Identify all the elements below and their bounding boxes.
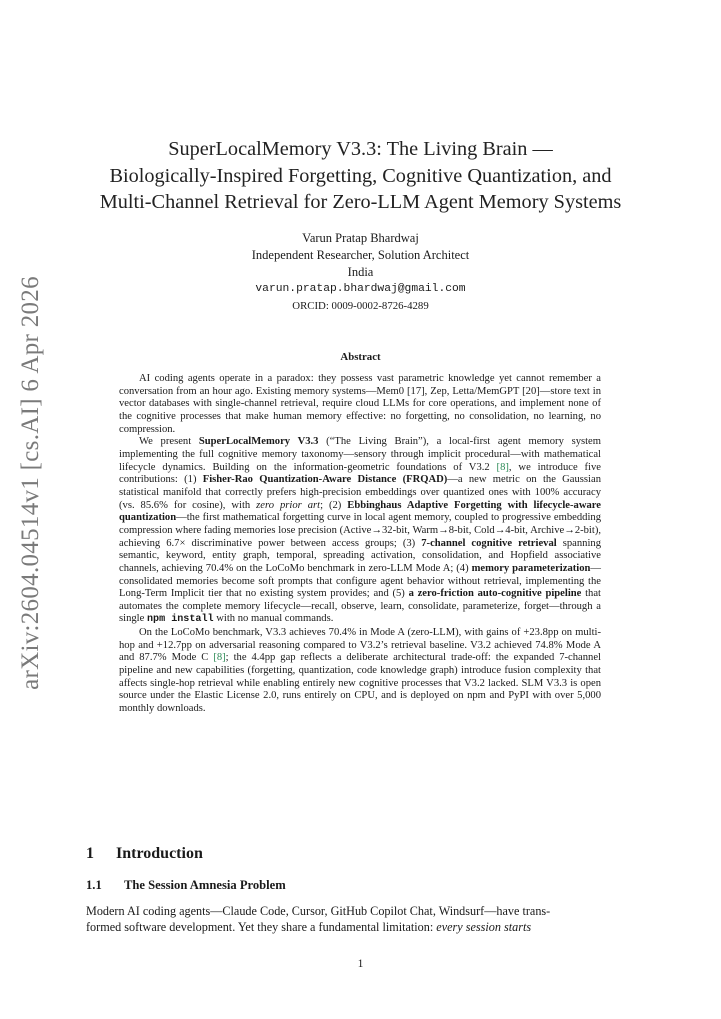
contribution-1: Fisher-Rao Quantization-Aware Distance (FRQAD) xyxy=(202,474,448,486)
subsection-number: 1.1 xyxy=(86,878,102,892)
author-email: varun.pratap.bhardwaj@gmail.com xyxy=(255,283,466,295)
intro-line-2: formed software development. Yet they share a fundamental limitation: every session starts xyxy=(86,919,532,934)
contribution-2: Ebbinghaus Adaptive Forgetting with lifecycle-aware quantization xyxy=(119,499,601,524)
contribution-3: 7-channel cognitive retrieval xyxy=(421,537,557,549)
title-line-1: SuperLocalMemory V3.3: The Living Brain — xyxy=(168,138,553,160)
arxiv-identifier xyxy=(14,275,48,690)
author-affiliation: Independent Researcher, Solution Architect xyxy=(251,248,470,262)
subsection-heading xyxy=(86,878,286,893)
citation-link[interactable]: [8] xyxy=(496,461,509,473)
citation-link[interactable]: [8] xyxy=(213,652,226,664)
abstract-paragraph-2: We present SuperLocalMemory V3.3 (“The Living Brain”), a local-first agent memory system implementing the full cognitive memory taxonomy—sensory through implicit procedural—with mathematical lifecycle dynamics. Building on the information-geometric foundations of V3.2 [8], we introduce five contributions: (1) Fisher-Rao Quantization-Aware Distance (FRQAD)—a new metric on the Gaussian statistical manifold that correctly prefers high-precision embeddings over quantized ones with 100% accuracy (vs. 85.6% for cosine), with zero prior art; (2) Ebbinghaus Adaptive Forgetting with lifecycle-aware quantization—the first mathematical forgetting curve in local agent memory, coupled to progressive embedding compression where fading memories lose precision (Active→32-bit, Warm→8-bit, Cold→4-bit, Archive→2-bit), achieving 6.7× discriminative power between access groups; (3) 7-channel cognitive retrieval spanning semantic, keyword, entity graph, temporal, spreading activation, consolidation, and Hopfield associative channels, achieving 70.4% on the LoCoMo benchmark in zero-LLM Mode A; (4) memory parameterization—consolidated memories become soft prompts that configure agent behavior without retrieval, implementing the Long-Term Implicit tier that no existing system provides; and (5) a zero-friction auto-cognitive pipeline that automates the complete memory lifecycle—recall, observe, learn, consolidate, parameterize, forget—through a single npm install with no manual commands. xyxy=(119,436,602,626)
title-line-3: Multi-Channel Retrieval for Zero-LLM Agent Memory Systems xyxy=(99,191,622,213)
contribution-5: a zero-friction auto-cognitive pipeline xyxy=(408,588,582,600)
paper-title xyxy=(70,136,651,216)
section-title: Introduction xyxy=(116,845,203,862)
section-heading-introduction xyxy=(86,845,203,863)
contribution-4: memory parameterization xyxy=(471,562,591,574)
emphasis-zero-prior-art: zero prior art xyxy=(256,499,321,511)
intro-paragraph xyxy=(86,904,635,935)
author-country: India xyxy=(347,265,374,279)
intro-emphasis: every session starts xyxy=(436,919,532,934)
arxiv-identifier-text: arXiv:2604.04514v1 [cs.AI] 6 Apr 2026 xyxy=(17,275,44,690)
abstract-heading: Abstract xyxy=(340,351,381,363)
abstract-paragraph-3: On the LoCoMo benchmark, V3.3 achieves 70.4% in Mode A (zero-LLM), with gains of +23.8pp on multi-hop and +12.7pp on adversarial reasoning compared to V3.2’s retrieval baseline. V3.2 achieved 74.8% Mode A and 87.7% Mode C [8]; the 4.4pp gap reflects a deliberate architectural trade-off: the expanded 7-channel pipeline and new capabilities (forgetting, quantization, code knowledge graph) introduce fusion complexity that affects single-hop retrieval while enabling entirely new cognitive processes that V3.2 lacked. SLM V3.3 is open source under the Elastic License 2.0, runs entirely on CPU, and is deployed on npm and PyPI with over 5,000 monthly downloads. xyxy=(119,627,601,715)
author-orcid: ORCID: 0009-0002-8726-4289 xyxy=(292,300,429,312)
abstract-body xyxy=(119,373,601,716)
npm-install-code: npm install xyxy=(146,614,214,626)
title-line-2: Biologically-Inspired Forgetting, Cognitive Quantization, and xyxy=(109,164,612,187)
abstract-paragraph-1: AI coding agents operate in a paradox: they possess vast parametric knowledge yet cannot remember a conversation from an hour ago. Existing memory systems—Mem0 [17], Zep, Letta/MemGPT [20]—store text in vector databases with single-channel retrieval, require cloud LLMs for core operations, and implement none of the cognitive processes that make human memory effective: no forgetting, no consolidation, no learning, no compression. xyxy=(119,373,601,435)
author-name: Varun Pratap Bhardwaj xyxy=(302,231,419,245)
page-number: 1 xyxy=(357,958,364,970)
system-name: SuperLocalMemory V3.3 xyxy=(198,436,319,448)
author-block xyxy=(70,230,651,315)
subsection-title: The Session Amnesia Problem xyxy=(124,878,286,892)
section-number: 1 xyxy=(86,845,94,862)
intro-line-1: Modern AI coding agents—Claude Code, Cursor, GitHub Copilot Chat, Windsurf—have trans- xyxy=(86,904,551,918)
